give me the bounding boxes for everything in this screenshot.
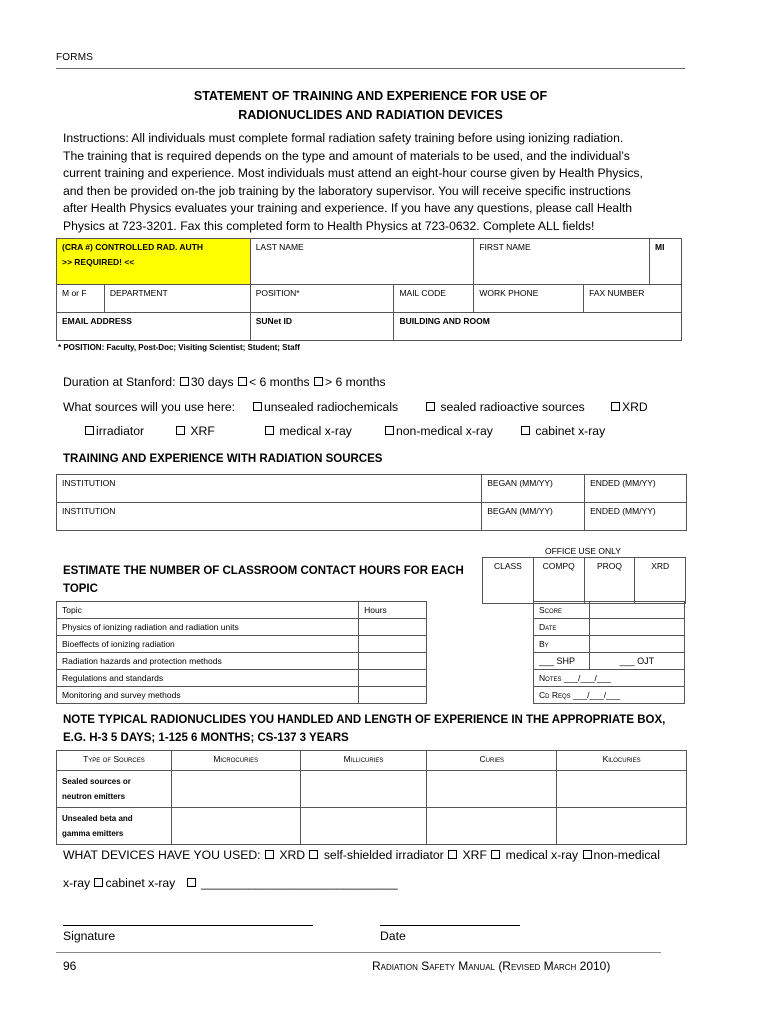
src-xrf[interactable]: XRF bbox=[175, 424, 215, 438]
work-phone-field[interactable]: WORK PHONE bbox=[474, 285, 584, 313]
score-input[interactable] bbox=[589, 602, 684, 619]
unsealed-curies-input[interactable] bbox=[427, 808, 557, 845]
sunet-field[interactable]: SUNet ID bbox=[250, 313, 394, 341]
hours-input[interactable] bbox=[359, 619, 427, 636]
form-title-line2: RADIONUCLIDES AND RADIATION DEVICES bbox=[238, 108, 503, 122]
department-field[interactable]: DEPARTMENT bbox=[104, 285, 250, 313]
sealed-micro-input[interactable] bbox=[171, 771, 300, 808]
page-number: 96 bbox=[63, 959, 77, 973]
duration-30days-checkbox[interactable] bbox=[180, 377, 189, 386]
col-type-sources: Type of Sources bbox=[57, 751, 172, 771]
hours-input[interactable] bbox=[359, 636, 427, 653]
xrd-checkbox[interactable] bbox=[611, 402, 620, 411]
office-score-table bbox=[533, 601, 685, 704]
radionuclides-table bbox=[56, 750, 687, 845]
dev-other-checkbox[interactable] bbox=[187, 878, 196, 887]
fax-field[interactable]: FAX NUMBER bbox=[584, 285, 682, 313]
dev-medical-checkbox[interactable] bbox=[491, 850, 500, 859]
identity-table bbox=[56, 238, 682, 341]
topics-table bbox=[56, 601, 427, 704]
office-xrd[interactable]: XRD bbox=[635, 558, 686, 604]
duration-row: Duration at Stanford: 30 days < 6 months > 6 months bbox=[63, 375, 386, 389]
cabinet-xray-checkbox[interactable] bbox=[521, 426, 530, 435]
office-class[interactable]: CLASS bbox=[483, 558, 534, 604]
signature-line[interactable] bbox=[63, 925, 313, 926]
duration-gt6mo-checkbox[interactable] bbox=[314, 377, 323, 386]
mail-code-field[interactable]: MAIL CODE bbox=[394, 285, 474, 313]
row-unsealed: Unsealed beta and gamma emitters bbox=[57, 808, 172, 845]
institution-field-2[interactable]: INSTITUTION bbox=[57, 503, 482, 531]
instructions: Instructions: All individuals must complete formal radiation safety training before using ionizing radiation. The training that is required depends on the type and amount of materials to be used, and the individual’s current training and experience. Most individuals must attend an eight-hour course given by Health Physics, and then be provided on-the job training by the laboratory supervisor. You will receive specific instructions after Health Physics evaluates your training and experience. If you have any questions, please call Health Physics at 723-3201. Fax this completed form to Health Physics at 723-0632. Complete ALL fields! bbox=[63, 131, 643, 233]
unsealed-milli-input[interactable] bbox=[300, 808, 427, 845]
dev-nonmedical-checkbox[interactable] bbox=[583, 850, 592, 859]
radionuclides-heading: NOTE TYPICAL RADIONUCLIDES YOU HANDLED AND LENGTH OF EXPERIENCE IN THE APPROPRIATE BOX, E.G. H-3 5 DAYS; 1-125 6 MONTHS; CS-137 3 YEARS bbox=[63, 714, 666, 744]
began-field-2[interactable]: BEGAN (MM/YY) bbox=[482, 503, 585, 531]
irradiator-checkbox[interactable] bbox=[85, 426, 94, 435]
col-millicuries: Millicuries bbox=[300, 751, 427, 771]
footer-rule bbox=[56, 952, 661, 953]
building-field[interactable]: BUILDING AND ROOM bbox=[394, 313, 682, 341]
dev-xrd-checkbox[interactable] bbox=[265, 850, 274, 859]
last-name-field[interactable]: LAST NAME bbox=[250, 239, 474, 285]
cd-reqs-field[interactable]: Cd Reqs ___/___/___ bbox=[534, 687, 685, 704]
unsealed-checkbox[interactable] bbox=[253, 402, 262, 411]
hours-header: Hours bbox=[359, 602, 427, 619]
src-medical[interactable]: medical x-ray bbox=[264, 424, 352, 438]
mi-field[interactable]: MI bbox=[649, 239, 681, 285]
topic-row: Bioeffects of ionizing radiation bbox=[57, 636, 359, 653]
date-label: Date bbox=[380, 929, 406, 943]
dev-cabinet-checkbox[interactable] bbox=[94, 878, 103, 887]
src-sealed[interactable]: sealed radioactive sources bbox=[425, 400, 585, 414]
classroom-heading: ESTIMATE THE NUMBER OF CLASSROOM CONTACT HOURS FOR EACH TOPIC bbox=[63, 565, 464, 595]
col-kilocuries: Kilocuries bbox=[557, 751, 687, 771]
office-compq[interactable]: COMPQ bbox=[533, 558, 584, 604]
office-class-table bbox=[482, 557, 686, 604]
nonmedical-xray-checkbox[interactable] bbox=[385, 426, 394, 435]
unsealed-kilo-input[interactable] bbox=[557, 808, 687, 845]
shp-field[interactable]: ___ SHP bbox=[534, 653, 590, 670]
manual-title: Radiation Safety Manual (Revised March 2010) bbox=[372, 959, 611, 973]
col-curies: Curies bbox=[427, 751, 557, 771]
topic-row: Monitoring and survey methods bbox=[57, 687, 359, 704]
email-field[interactable]: EMAIL ADDRESS bbox=[57, 313, 251, 341]
position-note: * POSITION: Faculty, Post-Doc; Visiting Scientist; Student; Staff bbox=[58, 343, 300, 352]
col-microcuries: Microcuries bbox=[171, 751, 300, 771]
topic-header: Topic bbox=[57, 602, 359, 619]
training-table bbox=[56, 474, 687, 531]
hours-input[interactable] bbox=[359, 670, 427, 687]
position-field[interactable]: POSITION* bbox=[250, 285, 394, 313]
notes-field[interactable]: Notes ___/___/___ bbox=[534, 670, 685, 687]
form-title-line1: STATEMENT OF TRAINING AND EXPERIENCE FOR USE OF bbox=[193, 89, 548, 103]
topic-row: Physics of ionizing radiation and radiation units bbox=[57, 619, 359, 636]
src-unsealed[interactable]: unsealed radiochemicals bbox=[252, 400, 398, 414]
began-field-1[interactable]: BEGAN (MM/YY) bbox=[482, 475, 585, 503]
sealed-milli-input[interactable] bbox=[300, 771, 427, 808]
src-irradiator[interactable]: irradiator bbox=[84, 424, 144, 438]
signature-label: Signature bbox=[63, 929, 116, 943]
src-nonmedical[interactable]: non-medical x-ray bbox=[384, 424, 493, 438]
medical-xray-checkbox[interactable] bbox=[265, 426, 274, 435]
sealed-checkbox[interactable] bbox=[426, 402, 435, 411]
office-proq[interactable]: PROQ bbox=[584, 558, 635, 604]
topic-row: Regulations and standards bbox=[57, 670, 359, 687]
sealed-curies-input[interactable] bbox=[427, 771, 557, 808]
sex-field[interactable]: M or F bbox=[57, 285, 105, 313]
dev-other-blank[interactable]: _____________________________ bbox=[201, 876, 398, 890]
by-input[interactable] bbox=[589, 636, 684, 653]
src-xrd[interactable]: XRD bbox=[610, 400, 648, 414]
devices-row-2: x-ray cabinet x-ray _____________________________ bbox=[63, 876, 398, 890]
cra-field[interactable]: (CRA #) CONTROLLED RAD. AUTH >> REQUIRED! << bbox=[57, 239, 251, 285]
date-label: Date bbox=[534, 619, 590, 636]
duration-lt6mo-checkbox[interactable] bbox=[238, 377, 247, 386]
ojt-field[interactable]: ___ OJT bbox=[589, 653, 684, 670]
hours-input[interactable] bbox=[359, 653, 427, 670]
devices-row: WHAT DEVICES HAVE YOU USED: XRD self-shielded irradiator XRF medical x-ray non-medical bbox=[63, 848, 660, 862]
by-label: By bbox=[534, 636, 590, 653]
ended-field-2[interactable]: ENDED (MM/YY) bbox=[585, 503, 687, 531]
institution-field-1[interactable]: INSTITUTION bbox=[57, 475, 482, 503]
unsealed-micro-input[interactable] bbox=[171, 808, 300, 845]
xrf-checkbox[interactable] bbox=[176, 426, 185, 435]
row-sealed: Sealed sources or neutron emitters bbox=[57, 771, 172, 808]
dev-xrf-checkbox[interactable] bbox=[448, 850, 457, 859]
ended-field-1[interactable]: ENDED (MM/YY) bbox=[585, 475, 687, 503]
section-header: FORMS bbox=[56, 52, 94, 63]
sealed-kilo-input[interactable] bbox=[557, 771, 687, 808]
topic-row: Radiation hazards and protection methods bbox=[57, 653, 359, 670]
src-cabinet[interactable]: cabinet x-ray bbox=[520, 424, 605, 438]
hours-input[interactable] bbox=[359, 687, 427, 704]
sources-label: What sources will you use here: bbox=[63, 400, 236, 414]
office-use-title: OFFICE USE ONLY bbox=[545, 546, 621, 556]
score-label: Score bbox=[534, 602, 590, 619]
dev-irradiator-checkbox[interactable] bbox=[309, 850, 318, 859]
date-line[interactable] bbox=[380, 925, 520, 926]
first-name-field[interactable]: FIRST NAME bbox=[474, 239, 650, 285]
header-rule bbox=[56, 68, 685, 69]
date-input[interactable] bbox=[589, 619, 684, 636]
training-heading: TRAINING AND EXPERIENCE WITH RADIATION SOURCES bbox=[63, 453, 383, 465]
